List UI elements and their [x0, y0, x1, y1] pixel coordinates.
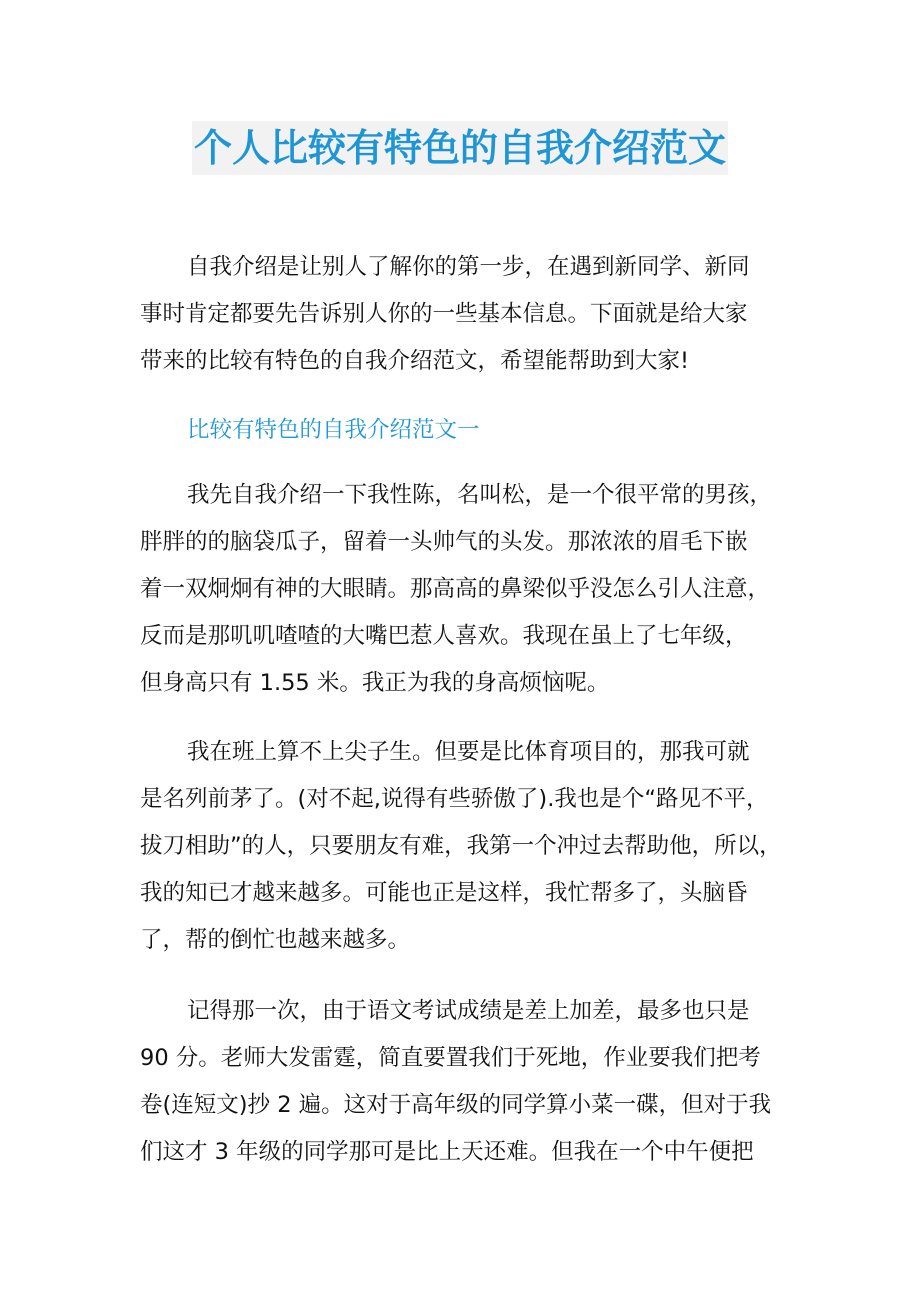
title-container: [0, 121, 920, 175]
section-heading: 比较有特色的自我介绍范文一: [187, 417, 480, 443]
text-line: 带来的比较有特色的自我介绍范文，希望能帮助到大家!: [140, 348, 690, 374]
body-paragraph: [140, 472, 790, 707]
text-line: 着一双炯炯有神的大眼睛。那高高的鼻梁似乎没怎么引人注意，: [140, 576, 771, 602]
intro-paragraph: [140, 244, 790, 385]
text-line: 卷(连短文)抄 2 遍。这对于高年级的同学算小菜一碟，但对于我: [140, 1092, 772, 1118]
text-line: 我先自我介绍一下我性陈，名叫松，是一个很平常的男孩，: [187, 482, 773, 508]
text-line: 但身高只有 1.55 米。我正为我的身高烦恼呢。: [140, 670, 610, 696]
text-line: 我的知已才越来越多。可能也正是这样，我忙帮多了，头脑昏: [140, 880, 748, 906]
body-paragraph: [140, 988, 790, 1176]
text-line: 拔刀相助”的人，只要朋友有难，我第一个冲过去帮助他，所以，: [140, 833, 782, 859]
text-line: 了，帮的倒忙也越来越多。: [140, 927, 411, 953]
body-paragraph: [140, 729, 790, 964]
text-line: 90 分。老师大发雷霆，简直要置我们于死地，作业要我们把考: [140, 1045, 761, 1071]
text-line: 是名列前茅了。(对不起,说得有些骄傲了).我也是个“路见不平，: [140, 786, 769, 812]
text-line: 反而是那叽叽喳喳的大嘴巴惹人喜欢。我现在虽上了七年级，: [140, 623, 748, 649]
text-line: 事时肯定都要先告诉别人你的一些基本信息。下面就是给大家: [140, 301, 748, 327]
text-line: 自我介绍是让别人了解你的第一步，在遇到新同学、新同: [187, 254, 750, 280]
text-line: 我在班上算不上尖子生。但要是比体育项目的，那我可就: [187, 739, 750, 765]
text-line: 们这才 3 年级的同学那可是比上天还难。但我在一个中午便把: [140, 1139, 754, 1165]
text-line: 胖胖的的脑袋瓜子，留着一头帅气的头发。那浓浓的眉毛下嵌: [140, 529, 748, 555]
page-title: 个人比较有特色的自我介绍范文: [192, 121, 728, 175]
text-line: 记得那一次，由于语文考试成绩是差上加差，最多也只是: [187, 998, 750, 1024]
